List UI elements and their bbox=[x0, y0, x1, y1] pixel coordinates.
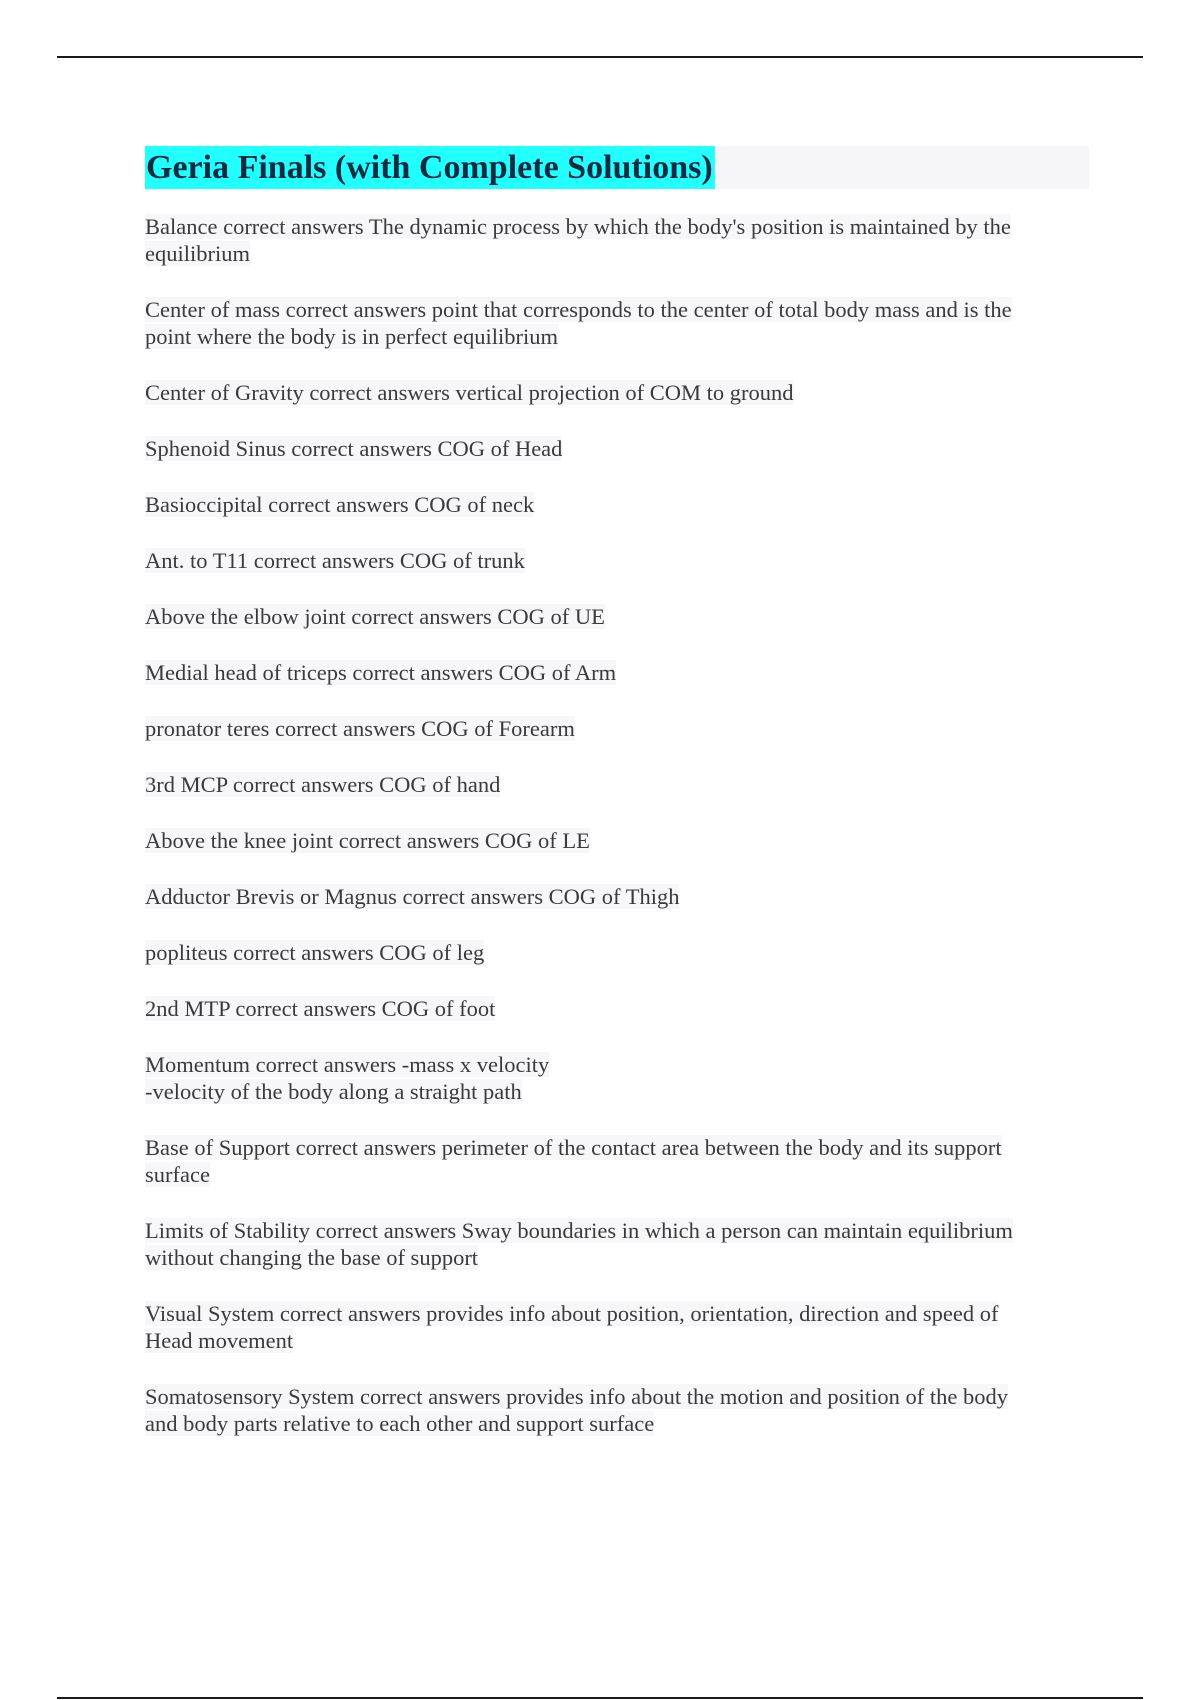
qa-entry bbox=[145, 883, 1089, 910]
qa-entry bbox=[145, 1217, 1089, 1271]
qa-entry-text: 2nd MTP correct answers COG of foot bbox=[145, 996, 496, 1021]
qa-entry bbox=[145, 771, 1089, 798]
qa-entry-line bbox=[145, 715, 1089, 742]
qa-entry-text: Sphenoid Sinus correct answers COG of Head bbox=[145, 436, 563, 461]
qa-entry-text: Balance correct answers The dynamic process by which the body's position is maintained by the bbox=[145, 214, 1011, 239]
title-band bbox=[145, 146, 1089, 189]
bottom-rule bbox=[57, 1697, 1143, 1699]
qa-entry bbox=[145, 1134, 1089, 1188]
qa-entry-line bbox=[145, 1161, 1089, 1188]
qa-entry-text: surface bbox=[145, 1162, 210, 1187]
qa-entry bbox=[145, 435, 1089, 462]
qa-entry-line bbox=[145, 603, 1089, 630]
qa-entry-line bbox=[145, 1051, 1089, 1078]
qa-entry-line bbox=[145, 939, 1089, 966]
qa-entry-line bbox=[145, 213, 1089, 240]
qa-entry-text: Above the elbow joint correct answers COG of UE bbox=[145, 604, 605, 629]
qa-entry-line bbox=[145, 547, 1089, 574]
qa-entry-text: Center of mass correct answers point that corresponds to the center of total body mass and is the bbox=[145, 297, 1012, 322]
qa-entry-text: Limits of Stability correct answers Sway boundaries in which a person can maintain equilibrium bbox=[145, 1218, 1013, 1243]
qa-entry-line bbox=[145, 296, 1089, 323]
qa-entry-line bbox=[145, 1078, 1089, 1105]
qa-entry bbox=[145, 379, 1089, 406]
qa-entry-text: Basioccipital correct answers COG of neck bbox=[145, 492, 535, 517]
qa-entry-text: Medial head of triceps correct answers COG of Arm bbox=[145, 660, 617, 685]
qa-entry bbox=[145, 1383, 1089, 1437]
qa-entry-line bbox=[145, 1244, 1089, 1271]
qa-entry-line bbox=[145, 435, 1089, 462]
qa-list bbox=[145, 213, 1089, 1437]
qa-entry bbox=[145, 939, 1089, 966]
qa-entry bbox=[145, 213, 1089, 267]
qa-entry bbox=[145, 296, 1089, 350]
qa-entry-text: Above the knee joint correct answers COG of LE bbox=[145, 828, 590, 853]
qa-entry-line bbox=[145, 379, 1089, 406]
qa-entry-text: Ant. to T11 correct answers COG of trunk bbox=[145, 548, 525, 573]
qa-entry-text: Adductor Brevis or Magnus correct answers COG of Thigh bbox=[145, 884, 680, 909]
qa-entry-text: without changing the base of support bbox=[145, 1245, 479, 1270]
qa-entry bbox=[145, 603, 1089, 630]
qa-entry-text: point where the body is in perfect equilibrium bbox=[145, 324, 559, 349]
qa-entry bbox=[145, 659, 1089, 686]
qa-entry-text: equilibrium bbox=[145, 241, 250, 266]
qa-entry-text: Momentum correct answers -mass x velocity bbox=[145, 1052, 550, 1077]
qa-entry bbox=[145, 547, 1089, 574]
qa-entry-text: 3rd MCP correct answers COG of hand bbox=[145, 772, 501, 797]
qa-entry-line bbox=[145, 1410, 1089, 1437]
qa-entry bbox=[145, 1051, 1089, 1105]
qa-entry-line bbox=[145, 771, 1089, 798]
qa-entry bbox=[145, 995, 1089, 1022]
qa-entry-text: Head movement bbox=[145, 1328, 294, 1353]
qa-entry bbox=[145, 491, 1089, 518]
qa-entry-text: Somatosensory System correct answers provides info about the motion and position of the body bbox=[145, 1384, 1008, 1409]
qa-entry bbox=[145, 1300, 1089, 1354]
qa-entry-text: -velocity of the body along a straight path bbox=[145, 1079, 522, 1104]
qa-entry-line bbox=[145, 659, 1089, 686]
page-title: Geria Finals (with Complete Solutions) bbox=[145, 146, 715, 189]
qa-entry-text: Center of Gravity correct answers vertical projection of COM to ground bbox=[145, 380, 794, 405]
qa-entry-line bbox=[145, 240, 1089, 267]
qa-entry-text: Base of Support correct answers perimeter of the contact area between the body and its support bbox=[145, 1135, 1002, 1160]
document-body bbox=[145, 146, 1089, 1466]
qa-entry-line bbox=[145, 1300, 1089, 1327]
qa-entry-text: Visual System correct answers provides info about position, orientation, direction and speed of bbox=[145, 1301, 999, 1326]
qa-entry-line bbox=[145, 1327, 1089, 1354]
qa-entry-line bbox=[145, 995, 1089, 1022]
qa-entry-line bbox=[145, 323, 1089, 350]
qa-entry-line bbox=[145, 827, 1089, 854]
qa-entry-line bbox=[145, 1134, 1089, 1161]
qa-entry-text: and body parts relative to each other and support surface bbox=[145, 1411, 655, 1436]
qa-entry bbox=[145, 715, 1089, 742]
qa-entry-line bbox=[145, 491, 1089, 518]
qa-entry-line bbox=[145, 883, 1089, 910]
qa-entry-text: popliteus correct answers COG of leg bbox=[145, 940, 485, 965]
qa-entry-text: pronator teres correct answers COG of Forearm bbox=[145, 716, 575, 741]
top-rule bbox=[57, 56, 1143, 58]
qa-entry bbox=[145, 827, 1089, 854]
qa-entry-line bbox=[145, 1217, 1089, 1244]
qa-entry-line bbox=[145, 1383, 1089, 1410]
